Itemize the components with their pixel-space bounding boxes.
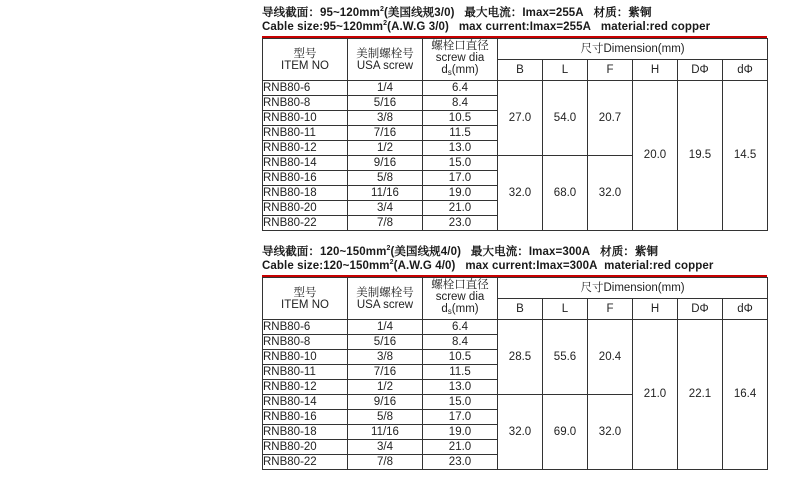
table-row: RNB80-16 5/8 17.0 — [263, 410, 768, 425]
header-usa-screw: 美制螺栓号 USA screw — [348, 39, 423, 81]
dim-b: 32.0 — [498, 395, 543, 470]
header-item-no: 型号 ITEM NO — [263, 278, 348, 320]
table-row: RNB80-11 7/16 11.5 — [263, 126, 768, 141]
table-row: RNB80-14 9/16 15.0 32.0 69.0 32.0 — [263, 395, 768, 410]
table-row: RNB80-12 1/2 13.0 — [263, 380, 768, 395]
dim-b: 27.0 — [498, 81, 543, 156]
dim-dphi-outer: 22.1 — [678, 320, 723, 470]
spec-table-2 — [262, 277, 768, 470]
header-l: L — [543, 60, 588, 81]
table-row: RNB80-6 1/4 6.4 28.5 55.6 20.4 21.0 22.1 16.4 — [263, 320, 768, 335]
table-row: RNB80-16 5/8 17.0 — [263, 171, 768, 186]
header-screw-dia: 螺栓口直径 screw dia $d_s(mm)$ — [423, 39, 498, 81]
dim-h: 21.0 — [633, 320, 678, 470]
table-row: RNB80-11 7/16 11.5 — [263, 365, 768, 380]
section-title-cn: 导线截面：$95\sim 120mm^2$(美国线规3/0) 最大电流：Imax=255A 材质：紫铜 — [262, 6, 652, 19]
dim-f: 20.7 — [588, 81, 633, 156]
dim-dphi-outer: 19.5 — [678, 81, 723, 231]
table-row: RNB80-6 1/4 6.4 27.0 54.0 20.7 20.0 19.5 14.5 — [263, 81, 768, 96]
header-h: H — [633, 60, 678, 81]
table-row: RNB80-14 9/16 15.0 32.0 68.0 32.0 — [263, 156, 768, 171]
dim-f: 32.0 — [588, 395, 633, 470]
header-dimension: 尺寸Dimension(mm) — [498, 278, 768, 299]
header-dimension: 尺寸Dimension(mm) — [498, 39, 768, 60]
header-dphi-inner: dΦ — [723, 299, 768, 320]
table-row: RNB80-18 11/16 19.0 — [263, 186, 768, 201]
dim-b: 32.0 — [498, 156, 543, 231]
table-row: RNB80-18 11/16 19.0 — [263, 425, 768, 440]
table-row: RNB80-20 3/4 21.0 — [263, 440, 768, 455]
dim-l: 68.0 — [543, 156, 588, 231]
header-dphi-inner: dΦ — [723, 60, 768, 81]
header-item-no: 型号 ITEM NO — [263, 39, 348, 81]
spec-section-2 — [262, 245, 767, 470]
dim-dphi-inner: 16.4 — [723, 320, 768, 470]
section-title-cn: 导线截面：$120\sim 150mm^2$(美国线规4/0) 最大电流：Imax=300A 材质：紫铜 — [262, 245, 659, 258]
dim-h: 20.0 — [633, 81, 678, 231]
header-usa-screw: 美制螺栓号 USA screw — [348, 278, 423, 320]
table-row: RNB80-20 3/4 21.0 — [263, 201, 768, 216]
table-row: RNB80-8 5/16 8.4 — [263, 96, 768, 111]
header-dphi-outer: DΦ — [678, 299, 723, 320]
dim-f: 20.4 — [588, 320, 633, 395]
spec-section-1 — [262, 6, 767, 231]
dim-l: 69.0 — [543, 395, 588, 470]
section-title-en: Cable $size:95\sim 120mm^2(A.W.G$ 3/0) max current:Imax=255A material:red copper — [262, 20, 711, 33]
dim-b: 28.5 — [498, 320, 543, 395]
header-b: B — [498, 299, 543, 320]
header-l: L — [543, 299, 588, 320]
table-row: RNB80-10 3/8 10.5 — [263, 350, 768, 365]
header-f: F — [588, 299, 633, 320]
dim-f: 32.0 — [588, 156, 633, 231]
dim-dphi-inner: 14.5 — [723, 81, 768, 231]
header-screw-dia: 螺栓口直径 screw dia $d_s(mm)$ — [423, 278, 498, 320]
header-h: H — [633, 299, 678, 320]
table-row: RNB80-8 5/16 8.4 — [263, 335, 768, 350]
header-f: F — [588, 60, 633, 81]
table-row: RNB80-12 1/2 13.0 — [263, 141, 768, 156]
table-row: RNB80-10 3/8 10.5 — [263, 111, 768, 126]
dim-l: 55.6 — [543, 320, 588, 395]
dim-l: 54.0 — [543, 81, 588, 156]
header-dphi-outer: DΦ — [678, 60, 723, 81]
table-row: RNB80-22 7/8 23.0 — [263, 216, 768, 231]
table-row: RNB80-22 7/8 23.0 — [263, 455, 768, 470]
spec-table-1 — [262, 38, 768, 231]
section-title-en: Cable $size:120\sim 150mm^2(A.W.G$ 4/0) max current:Imax=300A material:red copper — [262, 259, 714, 272]
header-b: B — [498, 60, 543, 81]
